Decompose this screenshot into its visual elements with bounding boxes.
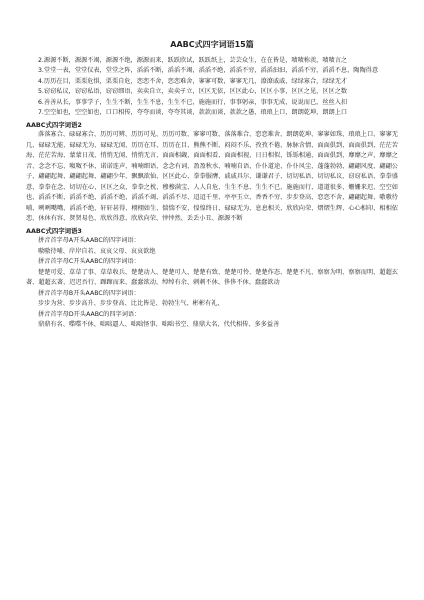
section-heading-3: AABC式四字词语3: [26, 226, 82, 235]
paragraph-5: 5.窃窃私议，窃窃私语，窃窃细语，卖卖自立，卖卖孑立，区区无依，区区此心，区区小事，区区之见，区区之数: [38, 88, 348, 96]
pinyin-b-intro: 拼音首字母B开头AABC的四字词语：: [38, 289, 140, 297]
pinyin-d-words: 鼎鼎有名、喋喋不休、咄咄逼人、咄咄怪事、咄咄书空、鼎鼎大名、代代相传、多多益善: [38, 321, 280, 329]
pinyin-a-words: 嗷嗷待哺、岸岸自若、哀哀父母、哀哀欲绝: [38, 247, 156, 255]
pinyin-c-intro: 拼音首字母C开头AABC的四字词语：: [38, 258, 140, 266]
section-heading-2: AABC式四字词语2: [26, 120, 82, 129]
section-2-body: 落落寡合、碌碌寡合、历历可辨、历历可见、历历可数、寥寥可数、落落难合、恋恋难舍、朗朗乾坤、寥寥如珠、琅琅上口、寥寥无几、碌碌无能、碌碌无为、碌碌无闻、历历在耳、历历在目、熊熊不断、闷闷不乐、孜孜不倦、脉脉含情、面面俱到、面面俱到、茫茫苦海、茫茫苦海、蒙蒙日茂、悄悄无闻、悄悄无言、面面相觑、面面相看、面面相视、日日相似、铄铄相通、面面俱到、靡靡之声、靡靡之音、念念不忘、呶呶不休、诺诺连声、喃喃细语、念念有词、盈盈秋水、喃喃自语、仆仆道途、仆仆风尘、蓬蓬勃勃、翩翩风度、翩翩公子、翩翩起舞、翩翩起舞、翩翩少年、飘飘欲仙、区区此心、拳拳服膺、戚戚具尔、谦谦君子、切切私语、切切私议、窃窃私语、拳拳盛意、拳拳在念、切切在心、区区之众、拳拳之枕、穆穆满宝、人人自危、生生不息、生生不已、施施而行、道道很多、姗姗来迟、空空如也、滔滔不断、滔滔不绝、滔滔不绝、滔滔不竭、滔滔不尽、迢迢千里、亭亭玉立、香香不穷、步步登高、恋恋不舍、翩翩起舞、嗷嗷待哺、咧咧嘴嘴、滔滔不绝、轩轩甚得、栩栩如生、惴惴不安、惶惶终日、碌碌无为、息息相关、欣欣向荣、熠熠生辉、心心相印、相相依恋、休休有容、贤贤易色、欣欣得意、欣欣向荣、悻悻然、丢丢小丑、源源不断: [26, 131, 398, 223]
pinyin-b-words: 步步为营、步步高升、步步登高、比比皆是、勃勃生气、彬彬有礼、: [38, 300, 224, 308]
paragraph-7: 7.空空如也，空空如也，口口相传，夸夸而谈，夸夸其谈，款款而谈，款款之愚，琅琅上口，朗朗乾坤，朗朗上口: [38, 109, 348, 117]
paragraph-3: 3.堂堂一表，堂堂仪表，堂堂之阵，滔滔不断，滔滔不竭，滔滔不绝，滔滔不穷，滔滔汩汩，滔滔不穷，滔滔不息，陶陶得意: [38, 67, 379, 75]
pinyin-a-intro: 拼音首字母A开头AABC的四字词语：: [38, 237, 140, 245]
pinyin-d-intro: 拼音首字母D开头AABC的四字词语：: [38, 310, 141, 318]
paragraph-2: 2.源源不断，源源不竭，源源不绝，源源而来，跃跃欣试，跃跃纸上，芸芸众生，在在皆是，啧啧称羡，啧啧言之: [38, 56, 348, 64]
document-title: AABC式四字词语15篇: [170, 40, 254, 49]
paragraph-4: 4.历历在目，栗栗危惧，栗栗自危，恋恋不舍，恋恋难舍，寥寥可数，寥寥无几，潦潦戚戚，绿绿寡合，绿绿无才: [38, 77, 348, 85]
paragraph-6: 6.善善从长，事事学子，生生不断，生生不息，生生不已，施施而行，事事躬亲，事事无成，说说而已，丝丝入扣: [38, 98, 348, 106]
pinyin-c-words: 楚楚可爱、草草了事、草草收兵、楚楚动人、楚楚可人、楚楚有致、楚楚可怜、楚楚作态、楚楚不凡、察察为明、察察而明、超超玄著、超超玄著、迟迟吾行、蹿蹿而来、蠢蠢欲动、绰绰有余、刺刺不休、侈侈不休、蠢蠢欲动: [26, 268, 398, 287]
